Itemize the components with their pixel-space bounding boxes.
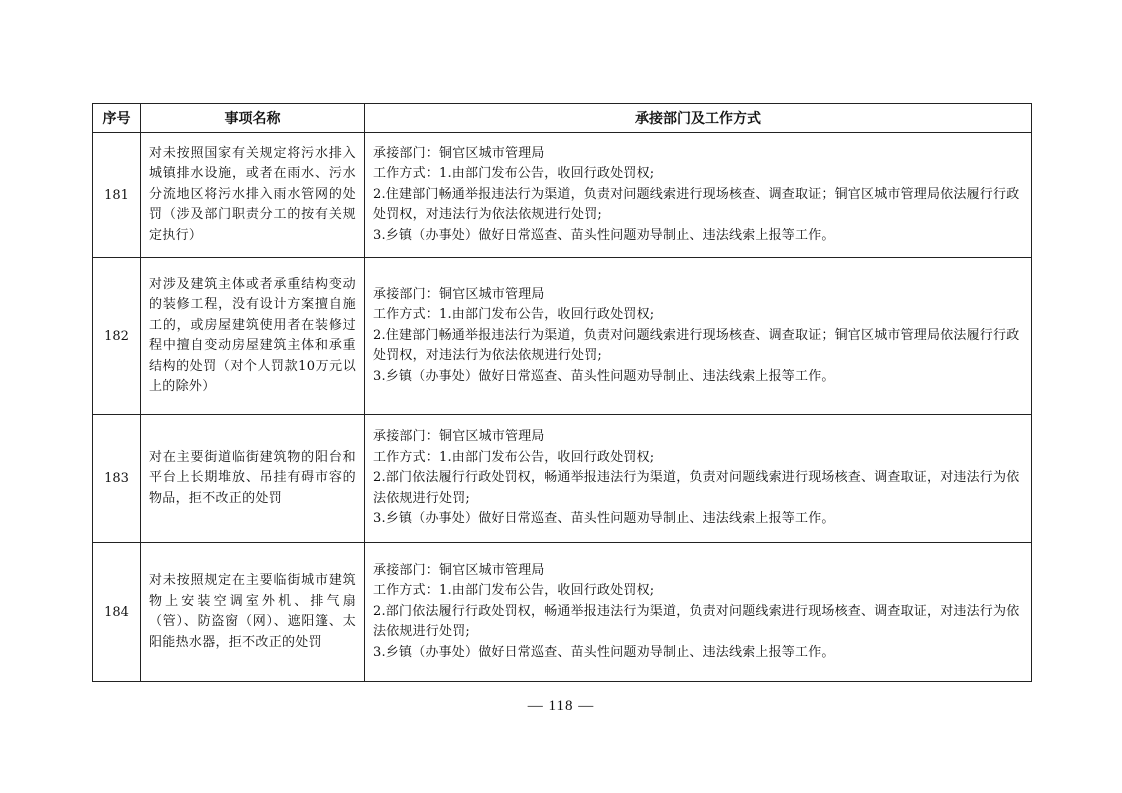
table-row (93, 258, 1032, 415)
row-serial-number: 182 (93, 258, 141, 415)
table-header-row (93, 104, 1032, 133)
row-department-cell (365, 133, 1032, 258)
header-department-method: 承接部门及工作方式 (365, 104, 1032, 133)
row-matter-name-cell (141, 258, 365, 415)
row-matter-name-cell (141, 133, 365, 258)
row-department-cell (365, 258, 1032, 415)
row-work-method-step-3: 3.乡镇（办事处）做好日常巡查、苗头性问题劝导制止、违法线索上报等工作。 (373, 511, 835, 527)
row-department: 承接部门：铜官区城市管理局 (373, 429, 545, 445)
row-matter-name-cell (141, 415, 365, 543)
row-serial-number: 184 (93, 543, 141, 682)
row-department: 承接部门：铜官区城市管理局 (373, 286, 545, 302)
row-matter-name: 对涉及建筑主体或者承重结构变动的装修工程，没有设计方案擅自施工的，或房屋建筑使用者在装修过程中擅自变动房屋建筑主体和承重结构的处罚（对个人罚款10万元以上的除外） (149, 276, 356, 394)
row-work-method: 工作方式：1.由部门发布公告，收回行政处罚权; (373, 307, 655, 323)
header-matter-name: 事项名称 (141, 104, 365, 133)
row-department-cell (365, 415, 1032, 543)
header-serial-number: 序号 (93, 104, 141, 133)
row-work-method-step-2: 2.住建部门畅通举报违法行为渠道，负责对问题线索进行现场核查、调查取证；铜官区城市管理局依法履行行政处罚权，对违法行为依法依规进行处罚; (373, 327, 1020, 364)
row-matter-name: 对在主要街道临街建筑物的阳台和平台上长期堆放、吊挂有碍市容的物品，拒不改正的处罚 (149, 449, 356, 506)
row-work-method-step-3: 3.乡镇（办事处）做好日常巡查、苗头性问题劝导制止、违法线索上报等工作。 (373, 368, 835, 384)
row-work-method: 工作方式：1.由部门发布公告，收回行政处罚权; (373, 166, 655, 182)
table-row (93, 415, 1032, 543)
row-work-method-step-2: 2.部门依法履行行政处罚权，畅通举报违法行为渠道，负责对问题线索进行现场核查、调查取证，对违法行为依法依规进行处罚; (373, 603, 1020, 640)
row-matter-name: 对未按照国家有关规定将污水排入城镇排水设施，或者在雨水、污水分流地区将污水排入雨水管网的处罚（涉及部门职责分工的按有关规定执行） (149, 145, 356, 243)
table-row (93, 133, 1032, 258)
row-work-method: 工作方式：1.由部门发布公告，收回行政处罚权; (373, 583, 655, 599)
row-department: 承接部门：铜官区城市管理局 (373, 145, 545, 161)
matters-table (92, 103, 1032, 682)
row-department-cell (365, 543, 1032, 682)
row-matter-name: 对未按照规定在主要临街城市建筑物上安装空调室外机、排气扇（管）、防盗窗（网）、遮阳篷、太阳能热水器，拒不改正的处罚 (149, 573, 356, 650)
row-work-method-step-3: 3.乡镇（办事处）做好日常巡查、苗头性问题劝导制止、违法线索上报等工作。 (373, 227, 835, 243)
row-work-method-step-2: 2.住建部门畅通举报违法行为渠道，负责对问题线索进行现场核查、调查取证；铜官区城市管理局依法履行行政处罚权，对违法行为依法依规进行处罚; (373, 186, 1020, 223)
row-serial-number: 181 (93, 133, 141, 258)
row-work-method-step-3: 3.乡镇（办事处）做好日常巡查、苗头性问题劝导制止、违法线索上报等工作。 (373, 644, 835, 660)
row-work-method: 工作方式：1.由部门发布公告，收回行政处罚权; (373, 449, 655, 465)
row-serial-number: 183 (93, 415, 141, 543)
row-work-method-step-2: 2.部门依法履行行政处罚权，畅通举报违法行为渠道，负责对问题线索进行现场核查、调查取证，对违法行为依法依规进行处罚; (373, 470, 1020, 506)
table-row (93, 543, 1032, 682)
page-number: — 118 — (527, 698, 595, 714)
row-department: 承接部门：铜官区城市管理局 (373, 562, 545, 578)
row-matter-name-cell (141, 543, 365, 682)
